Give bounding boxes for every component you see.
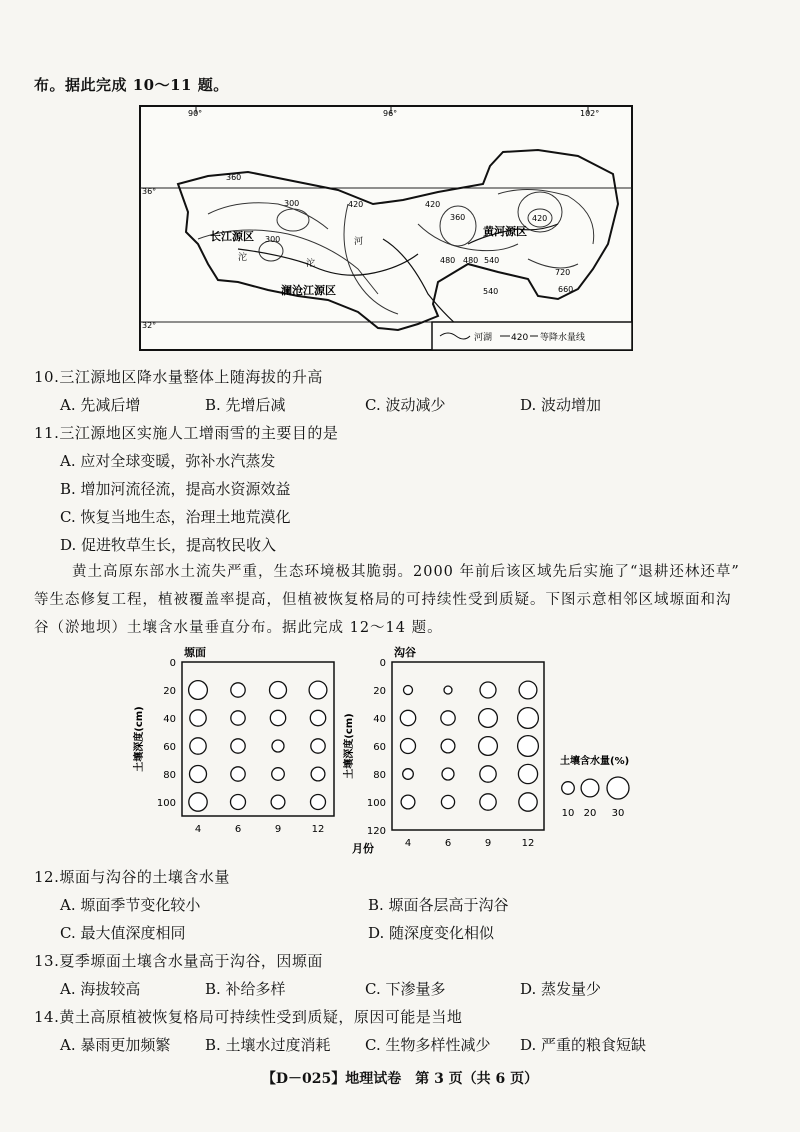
moisture-bubble (479, 709, 498, 728)
moisture-bubble (231, 739, 245, 753)
x-tick-label: 6 (444, 838, 452, 849)
q14-option-a[interactable]: A. 暴雨更加频繁 (60, 1036, 171, 1054)
x-tick-label: 12 (311, 824, 325, 835)
q10-option-a[interactable]: A. 先减后增 (60, 396, 141, 414)
moisture-bubble (311, 739, 325, 753)
moisture-bubble (518, 736, 539, 757)
moisture-bubble (480, 794, 496, 810)
isoline-value: 420 (348, 200, 364, 209)
y-tick-label: 60 (163, 742, 176, 753)
isoline-value: 360 (450, 213, 466, 222)
moisture-bubble (272, 740, 284, 752)
lat-label-32: 32° (142, 321, 157, 330)
isoline-value: 300 (265, 235, 281, 244)
x-tick-label: 9 (484, 838, 492, 849)
moisture-bubble (480, 682, 496, 698)
q12-stem: 12.塬面与沟谷的土壤含水量 (34, 868, 230, 886)
moisture-bubble (190, 710, 206, 726)
q14-option-c[interactable]: C. 生物多样性减少 (365, 1036, 491, 1054)
legend-bubble (607, 777, 629, 799)
moisture-bubble (309, 681, 327, 699)
legend-river-label: 河湖 (474, 333, 493, 343)
moisture-bubble (231, 767, 245, 781)
moisture-bubble (400, 710, 415, 725)
legend-title: 土壤含水量(%) (560, 756, 630, 767)
passage-line: 黄土高原东部水土流失严重，生态环境极其脆弱。2000 年前后该区域先后实施了“退耕还林还草” (72, 564, 740, 580)
isoline-value: 540 (484, 256, 500, 265)
y-axis-label: 土壤深度(cm) (344, 713, 355, 779)
moisture-bubble (311, 767, 325, 781)
panel-title: 沟谷 (394, 646, 416, 659)
legend-isoline-value: 420 (511, 333, 529, 343)
moisture-bubble (441, 711, 455, 725)
isoline-value: 540 (483, 287, 499, 296)
isoline-value: 420 (532, 214, 548, 223)
q10-stem: 10.三江源地区降水量整体上随海拔的升高 (34, 368, 323, 386)
lon-label-102: 102° (580, 109, 600, 118)
q11-option-a[interactable]: A. 应对全球变暖，弥补水汽蒸发 (60, 452, 276, 470)
soil-moisture-charts (120, 640, 660, 864)
moisture-bubble (479, 737, 498, 756)
river-char: 沱 (238, 253, 248, 263)
moisture-bubble (519, 681, 537, 699)
y-tick-label: 80 (163, 770, 176, 781)
q11-option-c[interactable]: C. 恢复当地生态，治理土地荒漠化 (60, 508, 291, 526)
legend-bubble (562, 782, 575, 795)
isoline-value: 660 (558, 285, 574, 294)
q11-option-d[interactable]: D. 促进牧草生长，提高牧民收入 (60, 536, 277, 554)
moisture-bubble (442, 768, 454, 780)
legend-value-label: 20 (583, 808, 597, 819)
moisture-bubble (444, 686, 452, 694)
lon-label-90: 90° (188, 109, 203, 118)
x-tick-label: 4 (194, 824, 202, 835)
q14-stem: 14.黄土高原植被恢复格局可持续性受到质疑，原因可能是当地 (34, 1008, 463, 1026)
y-tick-label: 0 (169, 658, 176, 669)
moisture-bubble (441, 795, 454, 808)
moisture-bubble (401, 795, 415, 809)
q12-option-d[interactable]: D. 随深度变化相似 (368, 924, 495, 942)
panel-title: 塬面 (184, 646, 206, 659)
river-char: 河 (354, 237, 364, 247)
passage-line: 谷（淤地坝）土壤含水量垂直分布。据此完成 12～14 题。 (34, 620, 443, 636)
moisture-bubble (231, 711, 245, 725)
q10-option-d[interactable]: D. 波动增加 (520, 396, 602, 414)
legend-value-label: 10 (561, 808, 575, 819)
moisture-bubble (189, 681, 208, 700)
isoline-value: 480 (440, 256, 456, 265)
moisture-bubble (518, 764, 537, 783)
moisture-bubble (519, 793, 537, 811)
moisture-bubble (270, 710, 285, 725)
sanjiangyuan-map (138, 104, 634, 352)
legend-bubble (581, 779, 599, 797)
isoline-value: 720 (555, 268, 571, 277)
moisture-bubble (190, 766, 207, 783)
moisture-bubble (271, 795, 285, 809)
x-tick-label: 9 (274, 824, 282, 835)
moisture-bubble (231, 795, 246, 810)
q13-option-a[interactable]: A. 海拔较高 (60, 980, 141, 998)
moisture-bubble (272, 768, 285, 781)
y-tick-label: 40 (373, 714, 386, 725)
q12-option-a[interactable]: A. 塬面季节变化较小 (60, 896, 201, 914)
y-tick-label: 40 (163, 714, 176, 725)
isoline-value: 420 (425, 200, 441, 209)
region-label-huanghe: 黄河源区 (483, 225, 527, 238)
y-axis-label: 土壤深度(cm) (134, 706, 145, 772)
q13-option-c[interactable]: C. 下渗量多 (365, 980, 446, 998)
q13-option-d[interactable]: D. 蒸发量少 (520, 980, 602, 998)
moisture-bubble (518, 708, 539, 729)
y-tick-label: 100 (156, 798, 176, 809)
isoline-value: 480 (463, 256, 479, 265)
q14-option-d[interactable]: D. 严重的粮食短缺 (520, 1036, 647, 1054)
q14-option-b[interactable]: B. 土壤水过度消耗 (205, 1036, 331, 1054)
lon-label-96: 96° (383, 109, 398, 118)
legend-value-label: 30 (611, 808, 625, 819)
moisture-bubble (231, 683, 245, 697)
isoline-value: 360 (226, 173, 242, 182)
x-tick-label: 4 (404, 838, 412, 849)
q13-option-b[interactable]: B. 补给多样 (205, 980, 286, 998)
q12-option-c[interactable]: C. 最大值深度相同 (60, 924, 186, 942)
q13-stem: 13.夏季塬面土壤含水量高于沟谷，因塬面 (34, 952, 323, 970)
q11-stem: 11.三江源地区实施人工增雨雪的主要目的是 (34, 424, 339, 442)
moisture-bubble (403, 769, 414, 780)
isoline-value: 300 (284, 199, 300, 208)
lat-label-36: 36° (142, 187, 157, 196)
page-footer: 【D－025】地理试卷 第 3 页（共 6 页） (261, 1071, 539, 1087)
q12-option-b[interactable]: B. 塬面各层高于沟谷 (368, 896, 509, 914)
y-tick-label: 100 (366, 798, 386, 809)
river-char: 沱 (306, 259, 316, 269)
moisture-bubble (480, 766, 496, 782)
y-tick-label: 120 (366, 826, 386, 837)
y-tick-label: 20 (373, 686, 386, 697)
moisture-bubble (441, 739, 455, 753)
y-tick-label: 20 (163, 686, 176, 697)
moisture-bubble (189, 793, 207, 811)
moisture-bubble (270, 682, 287, 699)
x-tick-label: 6 (234, 824, 242, 835)
region-label-changjiang: 长江源区 (210, 230, 254, 243)
q10-option-b[interactable]: B. 先增后减 (205, 396, 286, 414)
x-axis-label: 月份 (352, 842, 374, 855)
y-tick-label: 0 (379, 658, 386, 669)
q10-option-c[interactable]: C. 波动减少 (365, 396, 446, 414)
moisture-bubble (190, 738, 206, 754)
moisture-bubble (310, 710, 325, 725)
x-tick-label: 12 (521, 838, 535, 849)
y-tick-label: 60 (373, 742, 386, 753)
legend-isoline-label: 等降水量线 (540, 333, 586, 343)
moisture-bubble (401, 739, 416, 754)
region-label-lancangjiang: 澜沧江源区 (281, 284, 336, 297)
moisture-bubble (404, 686, 413, 695)
moisture-bubble (311, 795, 326, 810)
intro-line: 布。据此完成 10～11 题。 (34, 76, 229, 94)
q11-option-b[interactable]: B. 增加河流径流，提高水资源效益 (60, 480, 291, 498)
passage-line: 等生态修复工程，植被覆盖率提高，但植被恢复格局的可持续性受到质疑。下图示意相邻区域塬面和沟 (34, 592, 732, 608)
y-tick-label: 80 (373, 770, 386, 781)
